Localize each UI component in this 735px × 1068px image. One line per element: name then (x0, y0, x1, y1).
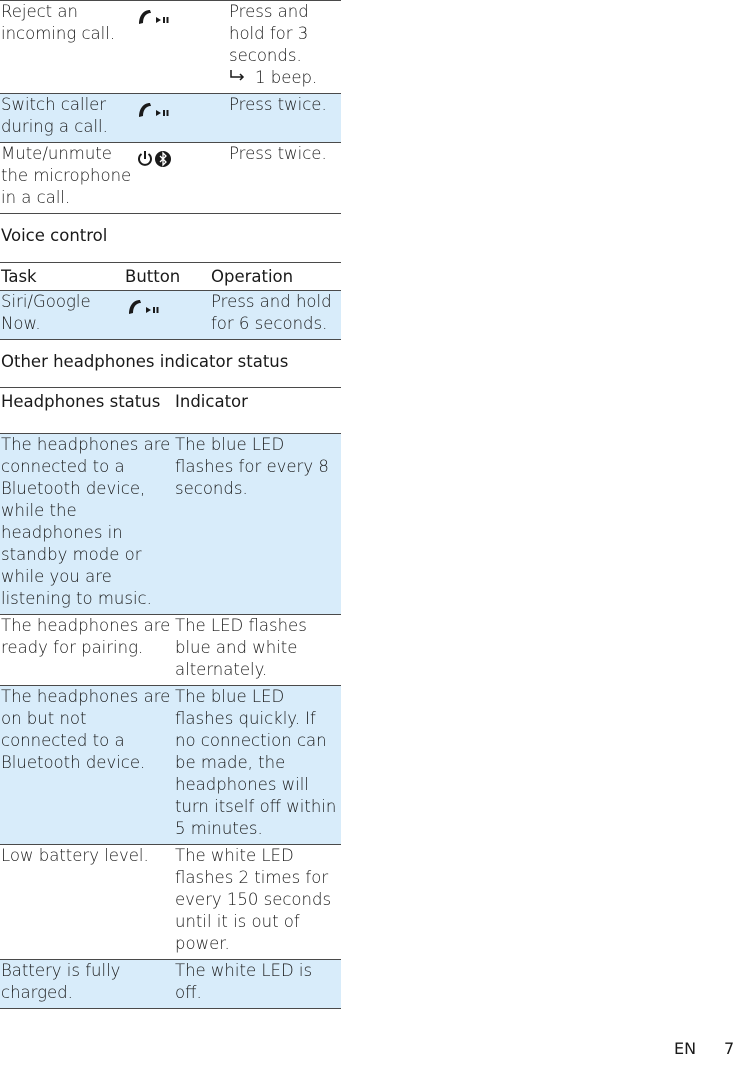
indicator-status-table (0, 387, 341, 1009)
task-cell: Reject an incoming call. (1, 2, 116, 43)
call-controls-table (0, 0, 341, 214)
task-cell: Siri/Google Now. (0, 291, 124, 340)
status-cell: The headphones are connected to a Bluetooth device, while the headphones in standby mode or while you are listening to music. (0, 434, 174, 615)
task-cell: Mute/unmute the microphone in a call. (1, 144, 132, 207)
table-row (0, 615, 341, 686)
header-task: Task (1, 267, 37, 286)
status-cell: Low battery level. (1, 846, 149, 865)
section-title: Voice control (1, 226, 108, 245)
phone-play-pause-icon (135, 100, 228, 120)
indicator-cell: The LED flashes blue and white alternately. (175, 616, 307, 679)
page-footer (0, 1038, 735, 1068)
header-status: Headphones status (1, 392, 161, 411)
status-cell: The headphones are on but not connected to a Bluetooth device. (0, 686, 174, 845)
table-row (0, 686, 341, 845)
indicator-cell: The white LED flashes 2 times for every 150 seconds until it is out of power. (175, 846, 332, 953)
language-code: EN (674, 1039, 697, 1058)
task-cell: Switch caller during a call. (0, 94, 134, 143)
button-cell (134, 143, 228, 214)
table-row (0, 960, 341, 1009)
voice-control-table (0, 262, 341, 340)
table-header (0, 388, 341, 434)
header-indicator: Indicator (175, 392, 248, 411)
power-bluetooth-icon (135, 149, 228, 169)
phone-play-pause-icon (135, 7, 228, 27)
button-cell (124, 291, 210, 340)
button-cell (134, 1, 228, 94)
operation-cell: Press and hold for 6 seconds. (210, 291, 341, 340)
result-text: 1 beep. (255, 68, 318, 87)
indicator-cell: The blue LED flashes for every 8 seconds. (174, 434, 341, 615)
table-row (0, 94, 341, 143)
table-row (0, 434, 341, 615)
status-cell: Battery is fully charged. (0, 960, 174, 1009)
operation-cell: Press twice. (229, 144, 327, 163)
table-row (0, 845, 341, 960)
table-row (0, 1, 341, 94)
operation-text: Press and hold for 3 seconds. (229, 2, 309, 65)
operation-cell (228, 1, 341, 94)
page-number: 7 (724, 1039, 735, 1058)
indicator-cell: The white LED is off. (174, 960, 341, 1009)
operation-cell: Press twice. (228, 94, 341, 143)
button-cell (134, 94, 228, 143)
result-line (229, 67, 341, 89)
indicator-cell: The blue LED flashes quickly. If no connection can be made, the headphones will turn itself off within 5 minutes. (174, 686, 341, 845)
header-operation: Operation (211, 267, 294, 286)
status-cell: The headphones are ready for pairing. (1, 616, 171, 657)
section-title: Other headphones indicator status (1, 352, 289, 371)
header-button: Button (125, 267, 181, 286)
phone-play-pause-icon (125, 297, 210, 317)
table-header (0, 263, 341, 291)
table-row (0, 143, 341, 214)
table-row (0, 291, 341, 340)
result-arrow-icon (229, 67, 247, 89)
